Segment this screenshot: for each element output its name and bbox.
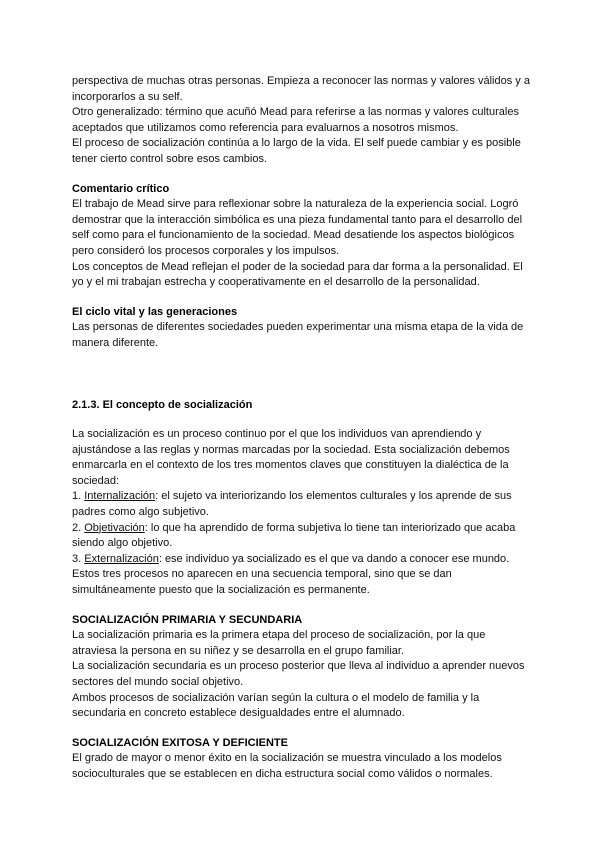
term-objetivacion: Objetivación xyxy=(84,521,145,534)
section-heading: 2.1.3. El concepto de socialización xyxy=(72,398,253,411)
paragraph: La socialización secundaria es un proceso posterior que lleva al individuo a aprender nuevos sectores del mundo social objetivo. xyxy=(72,660,525,688)
term-internalizacion: Internalización xyxy=(84,490,156,503)
paragraph: La socialización primaria es la primera etapa del proceso de socialización, por la que atraviesa la persona en su niñez y se desarrolla en el grupo familiar. xyxy=(72,629,486,657)
paragraph: Otro generalizado: término que acuñó Mead para referirse a las normas y valores culturales aceptados que utilizamos como referencia para evaluarnos a nosotros mismos. xyxy=(72,106,519,134)
heading-comentario-critico: Comentario crítico xyxy=(72,182,170,195)
paragraph: Estos tres procesos no aparecen en una secuencia temporal, sino que se dan simultáneamente puesto que la socialización es permanente. xyxy=(72,568,452,597)
paragraph: La socialización es un proceso continuo por el que los individuos van aprendiendo y ajustándose a las reglas y normas marcadas por la sociedad. Esta socialización debemos enmarcarla en el contexto de los tres momentos claves que constituyen la dialéctica de la sociedad: xyxy=(72,428,510,487)
document-content xyxy=(72,74,532,783)
paragraph: El grado de mayor o menor éxito en la socialización se muestra vinculado a los modelos socioculturales que se establecen en dicha estructura social como válidos o normales. xyxy=(72,752,502,780)
paragraph: Las personas de diferentes sociedades pueden experimentar una misma etapa de la vida de manera diferente. xyxy=(72,321,524,349)
heading-socializacion-primaria: SOCIALIZACIÓN PRIMARIA Y SECUNDARIA xyxy=(72,613,303,626)
paragraph: Ambos procesos de socialización varían según la cultura o el modelo de familia y la secundaria en concreto establece desigualdades entre el alumnado. xyxy=(72,691,480,720)
heading-ciclo-vital: El ciclo vital y las generaciones xyxy=(72,305,238,318)
list-item: 1. Internalización: el sujeto va interiorizando los elementos culturales y los aprende de sus padres como algo subjetivo. xyxy=(72,490,512,519)
paragraph: El proceso de socialización continúa a lo largo de la vida. El self puede cambiar y es posible tener cierto control sobre esos cambios. xyxy=(72,137,521,165)
list-item: 3. Externalización: ese individuo ya socializado es el que va dando a conocer ese mundo. xyxy=(72,552,510,565)
paragraph: Los conceptos de Mead reflejan el poder de la sociedad para dar forma a la personalidad. El yo y el mi trabajan estrecha y cooperativamente en el desarrollo de la personalidad. xyxy=(72,260,523,289)
paragraph: El trabajo de Mead sirve para reflexionar sobre la naturaleza de la experiencia social. Logró demostrar que la interacción simbólica es una pieza fundamental tanto para el desarrollo del self como para el funcionamiento de la sociedad. Mead desatiende los aspectos biológicos pero consideró los procesos corporales y los impulsos. xyxy=(72,198,523,257)
list-item: 2. Objetivación: lo que ha aprendido de forma subjetiva lo tiene tan interiorizado que acaba siendo algo objetivo. xyxy=(72,521,516,550)
heading-socializacion-exitosa: SOCIALIZACIÓN EXITOSA Y DEFICIENTE xyxy=(72,736,288,749)
paragraph: perspectiva de muchas otras personas. Empieza a reconocer las normas y valores válidos y a incorporarlos a su self. xyxy=(72,75,530,103)
term-externalizacion: Externalización xyxy=(84,552,159,565)
